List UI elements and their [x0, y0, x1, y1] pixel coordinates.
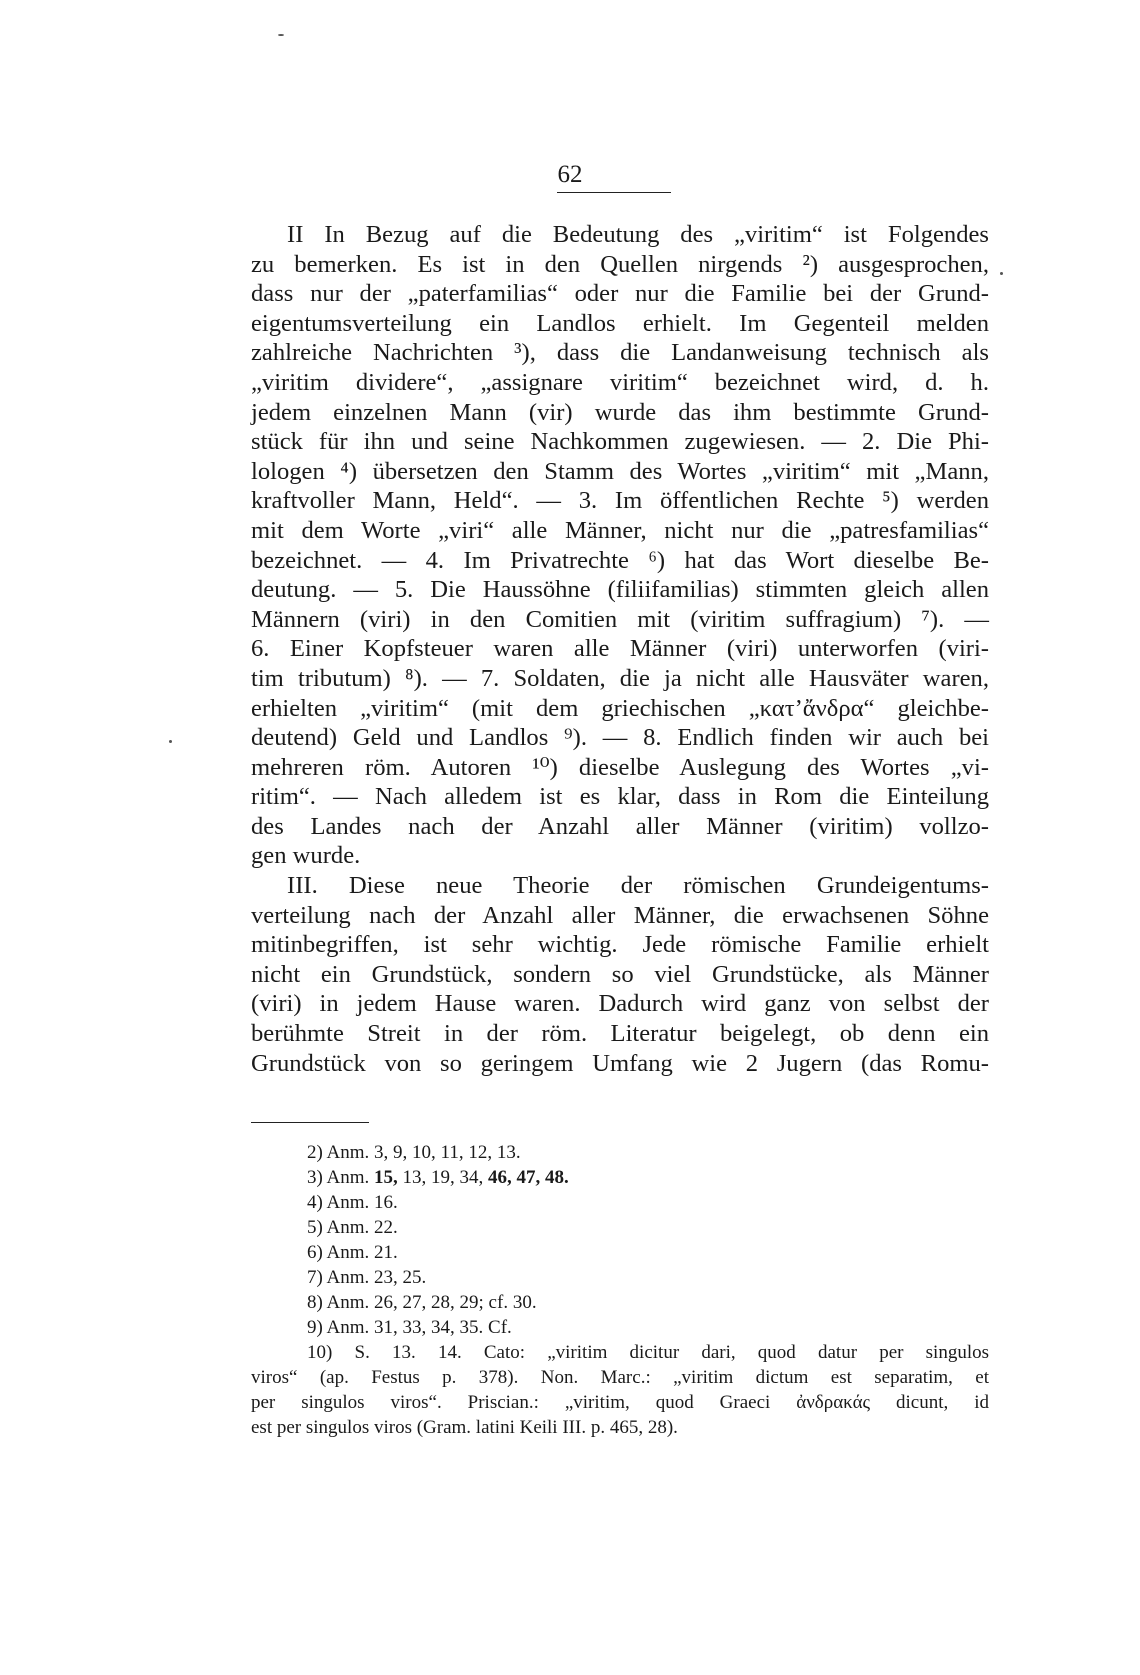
- scan-speck: [278, 34, 284, 36]
- text-line: berühmte Streit in der röm. Literatur beigelegt, ob denn ein: [251, 1020, 989, 1048]
- text-line: stück für ihn und seine Nachkommen zugewiesen. — 2. Die Phi-: [251, 428, 989, 456]
- footnote-2: 2) Anm. 3, 9, 10, 11, 12, 13.: [307, 1142, 521, 1163]
- text-line: gen wurde.: [251, 842, 361, 870]
- text-line: zu bemerken. Es ist in den Quellen nirgends ²) ausgesprochen,: [251, 250, 989, 278]
- footnote-10: [251, 1340, 989, 1440]
- footnote-6: 6) Anm. 21.: [307, 1242, 398, 1263]
- footnote-9: 9) Anm. 31, 33, 34, 35. Cf.: [307, 1317, 512, 1338]
- footnote-7: 7) Anm. 23, 25.: [307, 1267, 427, 1288]
- text-line: „viritim dividere“, „assignare viritim“ bezeichnet wird, d. h.: [251, 368, 989, 396]
- text-line: deutend) Geld und Landlos ⁹). — 8. Endlich finden wir auch bei: [251, 724, 989, 752]
- text-line: kraftvoller Mann, Held“. — 3. Im öffentlichen Rechte ⁵) werden: [251, 487, 989, 515]
- footnote-10-line: est per singulos viros (Gram. latini Keili III. p. 465, 28).: [251, 1417, 678, 1438]
- paragraph-iii: [251, 871, 989, 1078]
- text-line: zahlreiche Nachrichten ³), dass die Landanweisung technisch als: [251, 339, 989, 367]
- footnote-3-refs: 13, 19, 34,: [397, 1167, 489, 1188]
- text-line: Grundstück von so geringem Umfang wie 2 Jugern (das Romu-: [251, 1049, 989, 1077]
- text-line: nicht ein Grundstück, sondern so viel Grundstücke, als Männer: [251, 960, 989, 988]
- text-line: eigentumsverteilung ein Landlos erhielt. Im Gegenteil melden: [251, 309, 989, 337]
- text-line: Männern (viri) in den Comitien mit (viritim suffragium) ⁷). —: [251, 605, 989, 633]
- footnote-10-line: viros“ (ap. Festus p. 378). Non. Marc.: „viritim dictum est separatim, et: [251, 1367, 989, 1388]
- footnote-3-bold-refs: 46, 47, 48.: [488, 1167, 569, 1188]
- scan-speck: [1000, 272, 1003, 275]
- text-line: erhielten „viritim“ (mit dem griechischen „κατ’ἄνδρα“ gleichbe-: [251, 694, 989, 722]
- scan-speck: [169, 740, 172, 743]
- footnote-8: 8) Anm. 26, 27, 28, 29; cf. 30.: [307, 1292, 537, 1313]
- text-line: dass nur der „paterfamilias“ oder nur die Familie bei der Grund-: [251, 280, 989, 308]
- text-line: II In Bezug auf die Bedeutung des „viritim“ ist Folgendes: [287, 221, 989, 248]
- footnotes: [251, 1140, 989, 1440]
- footnote-10-line: 10) S. 13. 14. Cato: „viritim dicitur dari, quod datur per singulos: [307, 1342, 989, 1363]
- text-line: deutung. — 5. Die Haussöhne (filiifamilias) stimmten gleich allen: [251, 576, 989, 604]
- header-rule: [557, 192, 671, 193]
- footnote-4: 4) Anm. 16.: [307, 1192, 398, 1213]
- text-line: lologen ⁴) übersetzen den Stamm des Wortes „viritim“ mit „Mann,: [251, 457, 989, 485]
- footnote-3-bold-ref: 15,: [374, 1167, 398, 1188]
- text-line: bezeichnet. — 4. Im Privatrechte ⁶) hat das Wort dieselbe Be-: [251, 546, 989, 574]
- footnote-3-prefix: 3) Anm.: [307, 1167, 375, 1188]
- text-line: mitinbegriffen, ist sehr wichtig. Jede römische Familie erhielt: [251, 931, 989, 959]
- text-line: (viri) in jedem Hause waren. Dadurch wird ganz von selbst der: [251, 990, 989, 1018]
- footnote-5: 5) Anm. 22.: [307, 1217, 398, 1238]
- main-text: [251, 220, 989, 1078]
- page-number: 62: [557, 161, 583, 188]
- text-line: III. Diese neue Theorie der römischen Grundeigentums-: [287, 872, 989, 900]
- text-line: mit dem Worte „viri“ alle Männer, nicht nur die „patresfamilias“: [251, 516, 989, 544]
- footnote-rule: [251, 1122, 369, 1123]
- text-line: des Landes nach der Anzahl aller Männer (viritim) vollzo-: [251, 812, 989, 840]
- footnote-10-line: per singulos viros“. Priscian.: „viritim, quod Graeci ἀνδρακάς dicunt, id: [251, 1392, 989, 1413]
- paragraph-ii: [251, 220, 989, 871]
- text-line: jedem einzelnen Mann (vir) wurde das ihm bestimmte Grund-: [251, 398, 989, 426]
- text-line: tim tributum) ⁸). — 7. Soldaten, die ja nicht alle Hausväter waren,: [251, 664, 989, 692]
- text-line: 6. Einer Kopfsteuer waren alle Männer (viri) unterworfen (viri-: [251, 635, 989, 663]
- footnote-3: [251, 1165, 989, 1190]
- text-line: verteilung nach der Anzahl aller Männer, die erwachsenen Söhne: [251, 901, 989, 929]
- text-line: ritim“. — Nach alledem ist es klar, dass in Rom die Einteilung: [251, 783, 989, 811]
- text-line: mehreren röm. Autoren ¹⁰) dieselbe Auslegung des Wortes „vi-: [251, 753, 989, 781]
